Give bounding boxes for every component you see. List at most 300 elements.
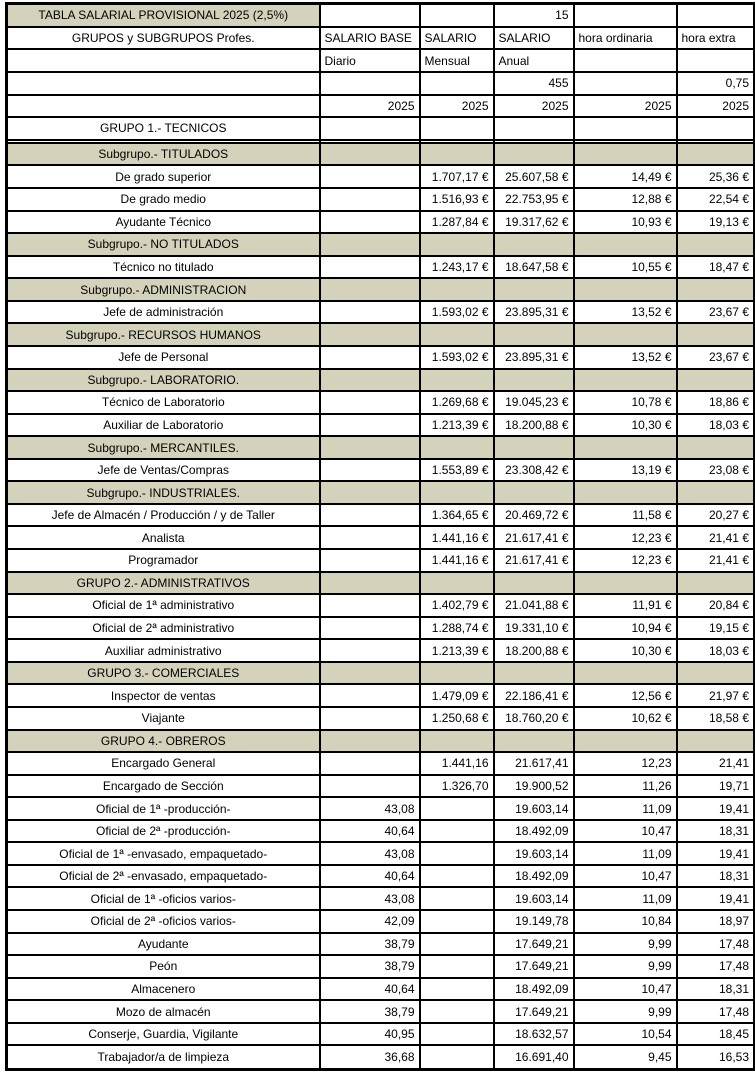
cell-ordinaria: 11,58 € <box>574 504 677 527</box>
cell-empty <box>574 233 677 256</box>
cell-diario: 43,08 <box>320 797 420 820</box>
cell-empty <box>320 662 420 685</box>
cell-empty <box>494 572 574 595</box>
cell-empty <box>677 117 755 140</box>
cell-empty <box>320 117 420 140</box>
cell-diario: 36,68 <box>320 1045 420 1069</box>
cell-mensual: 1.479,09 € <box>420 684 494 707</box>
cell-empty <box>574 72 677 95</box>
cell-empty <box>494 730 574 753</box>
cell-diario: 42,09 <box>320 910 420 933</box>
cell-label: Encargado General <box>7 752 320 775</box>
cell-diario: 40,64 <box>320 820 420 843</box>
cell-label: Auxiliar administrativo <box>7 639 320 662</box>
cell-anual: 19.900,52 <box>494 775 574 798</box>
cell-empty <box>420 436 494 459</box>
cell-empty <box>574 369 677 392</box>
cell-empty <box>494 143 574 166</box>
col-header-hora-ordinaria: hora ordinaria <box>574 27 677 50</box>
table-row <box>7 1045 755 1069</box>
cell-ordinaria: 13,52 € <box>574 346 677 369</box>
table-row <box>7 549 755 572</box>
subgroup-row <box>7 143 755 166</box>
cell-mensual: 1.441,16 € <box>420 526 494 549</box>
cell-extra: 17,48 <box>677 933 755 956</box>
cell-label: Mozo de almacén <box>7 1000 320 1023</box>
cell-anual: 21.617,41 € <box>494 526 574 549</box>
cell-extra: 21,41 € <box>677 549 755 572</box>
table-row <box>7 842 755 865</box>
cell-empty <box>574 278 677 301</box>
cell-empty <box>494 369 574 392</box>
cell-ordinaria: 9,45 <box>574 1045 677 1069</box>
cell-anual: 17.649,21 <box>494 1000 574 1023</box>
cell-ordinaria: 11,91 € <box>574 594 677 617</box>
cell-ordinaria: 12,23 € <box>574 549 677 572</box>
sub-header-diario: Diario <box>320 49 420 72</box>
cell-empty <box>420 278 494 301</box>
table-row <box>7 752 755 775</box>
cell-label: Almacenero <box>7 978 320 1001</box>
cell-empty <box>420 797 494 820</box>
table-row <box>7 165 755 188</box>
cell-mensual: 1.707,17 € <box>420 165 494 188</box>
cell-anual: 18.492,09 <box>494 865 574 888</box>
cell-empty <box>320 4 420 27</box>
cell-mensual: 1.402,79 € <box>420 594 494 617</box>
cell-anual: 17.649,21 <box>494 933 574 956</box>
cell-empty <box>320 143 420 166</box>
table-row <box>7 301 755 324</box>
cell-anual: 18.200,88 € <box>494 414 574 437</box>
cell-empty <box>494 278 574 301</box>
cell-empty <box>320 323 420 346</box>
section-label: GRUPO 3.- COMERCIALES <box>7 662 320 685</box>
cell-ordinaria: 10,54 <box>574 1023 677 1046</box>
cell-anual: 23.895,31 € <box>494 301 574 324</box>
cell-ordinaria: 10,78 € <box>574 391 677 414</box>
cell-empty <box>494 662 574 685</box>
cell-label: Oficial de 2ª -oficios varios- <box>7 910 320 933</box>
cell-empty <box>320 549 420 572</box>
cell-empty <box>574 323 677 346</box>
table-row <box>7 639 755 662</box>
cell-extra: 21,41 <box>677 752 755 775</box>
cell-extra: 18,03 € <box>677 414 755 437</box>
cell-label: Analista <box>7 526 320 549</box>
cell-ordinaria: 13,19 € <box>574 459 677 482</box>
column-header-row <box>7 27 755 50</box>
table-row <box>7 865 755 888</box>
cell-empty <box>494 233 574 256</box>
cell-mensual: 1.213,39 € <box>420 639 494 662</box>
cell-mensual: 1.553,89 € <box>420 459 494 482</box>
cell-empty <box>420 933 494 956</box>
cell-ordinaria: 12,88 € <box>574 188 677 211</box>
table-row <box>7 594 755 617</box>
cell-anual: 16.691,40 <box>494 1045 574 1069</box>
table-row <box>7 910 755 933</box>
cell-empty <box>7 49 320 72</box>
cell-empty <box>320 707 420 730</box>
cell-label: Auxiliar de Laboratorio <box>7 414 320 437</box>
cell-empty <box>420 481 494 504</box>
table-row <box>7 707 755 730</box>
cell-anual: 18.647,58 € <box>494 256 574 279</box>
cell-extra: 18,45 <box>677 1023 755 1046</box>
group-row <box>7 117 755 140</box>
cell-empty <box>320 526 420 549</box>
cell-label: Jefe de administración <box>7 301 320 324</box>
cell-ordinaria: 9,99 <box>574 1000 677 1023</box>
cell-label: De grado superior <box>7 165 320 188</box>
cell-anual: 20.469,72 € <box>494 504 574 527</box>
cell-mensual: 1.364,65 € <box>420 504 494 527</box>
cell-mensual: 1.288,74 € <box>420 617 494 640</box>
cell-empty <box>420 820 494 843</box>
col-header-grupos: GRUPOS y SUBGRUPOS Profes. <box>7 27 320 50</box>
cell-mensual: 1.593,02 € <box>420 346 494 369</box>
cell-extra: 17,48 <box>677 1000 755 1023</box>
cell-extra: 18,31 <box>677 820 755 843</box>
cell-extra: 16,53 <box>677 1045 755 1069</box>
cell-label: Trabajador/a de limpieza <box>7 1045 320 1069</box>
table-row <box>7 684 755 707</box>
cell-empty <box>320 730 420 753</box>
cell-extra: 23,67 € <box>677 346 755 369</box>
cell-empty <box>677 436 755 459</box>
cell-empty <box>677 4 755 27</box>
cell-label: Técnico de Laboratorio <box>7 391 320 414</box>
cell-empty <box>574 49 677 72</box>
cell-label: Oficial de 1ª -envasado, empaquetado- <box>7 842 320 865</box>
cell-extra: 18,58 € <box>677 707 755 730</box>
table-row <box>7 459 755 482</box>
cell-empty <box>677 481 755 504</box>
cell-extra: 18,86 € <box>677 391 755 414</box>
table-row <box>7 797 755 820</box>
cell-extra: 21,97 € <box>677 684 755 707</box>
subgroup-row <box>7 436 755 459</box>
cell-ordinaria: 11,09 <box>574 842 677 865</box>
section-label: Subgrupo.- LABORATORIO. <box>7 369 320 392</box>
cell-empty <box>420 662 494 685</box>
col-header-hora-extra: hora extra <box>677 27 755 50</box>
subgroup-row <box>7 233 755 256</box>
cell-anual: 19.149,78 <box>494 910 574 933</box>
cell-ordinaria: 10,47 <box>574 865 677 888</box>
cell-ordinaria: 11,09 <box>574 887 677 910</box>
cell-anual: 19.045,23 € <box>494 391 574 414</box>
subgroup-row <box>7 481 755 504</box>
cell-label: De grado medio <box>7 188 320 211</box>
cell-ordinaria: 14,49 € <box>574 165 677 188</box>
year-extra: 2025 <box>677 95 755 118</box>
cell-empty <box>677 143 755 166</box>
cell-label: Peón <box>7 955 320 978</box>
table-row <box>7 617 755 640</box>
cell-anual: 19.603,14 <box>494 887 574 910</box>
year-mensual: 2025 <box>420 95 494 118</box>
cell-extra: 19,41 <box>677 842 755 865</box>
cell-anual: 21.617,41 € <box>494 549 574 572</box>
cell-label: Encargado de Sección <box>7 775 320 798</box>
table-row <box>7 346 755 369</box>
cell-extra: 17,48 <box>677 955 755 978</box>
cell-empty <box>420 117 494 140</box>
year-diario: 2025 <box>320 95 420 118</box>
cell-diario: 43,08 <box>320 887 420 910</box>
table-row <box>7 978 755 1001</box>
cell-empty <box>320 165 420 188</box>
cell-empty <box>420 143 494 166</box>
cell-extra: 18,47 € <box>677 256 755 279</box>
cell-label: Oficial de 1ª administrativo <box>7 594 320 617</box>
cell-empty <box>320 72 420 95</box>
cell-empty <box>320 459 420 482</box>
cell-ordinaria: 10,47 <box>574 978 677 1001</box>
cell-diario: 38,79 <box>320 955 420 978</box>
subgroup-row <box>7 323 755 346</box>
cell-anual: 22.753,95 € <box>494 188 574 211</box>
cell-diario: 38,79 <box>320 1000 420 1023</box>
cell-empty <box>320 301 420 324</box>
cell-label: Oficial de 1ª -oficios varios- <box>7 887 320 910</box>
table-row <box>7 820 755 843</box>
cell-empty <box>420 369 494 392</box>
cell-anual: 18.200,88 € <box>494 639 574 662</box>
cell-empty <box>420 572 494 595</box>
col-header-salario-base: SALARIO BASE <box>320 27 420 50</box>
cell-empty <box>320 233 420 256</box>
cell-label: Oficial de 2ª -producción- <box>7 820 320 843</box>
cell-empty <box>320 256 420 279</box>
cell-empty <box>574 117 677 140</box>
cell-extra: 19,41 <box>677 797 755 820</box>
cell-extra: 19,15 € <box>677 617 755 640</box>
cell-extra: 25,36 € <box>677 165 755 188</box>
cell-diario: 38,79 <box>320 933 420 956</box>
cell-empty <box>7 72 320 95</box>
cell-label: Programador <box>7 549 320 572</box>
cell-mensual: 1.287,84 € <box>420 211 494 234</box>
cell-mensual: 1.441,16 € <box>420 549 494 572</box>
group-row <box>7 572 755 595</box>
cell-anual: 25.607,58 € <box>494 165 574 188</box>
table-row <box>7 211 755 234</box>
cell-extra: 19,71 <box>677 775 755 798</box>
cell-extra: 18,03 € <box>677 639 755 662</box>
cell-empty <box>420 1000 494 1023</box>
table-row <box>7 256 755 279</box>
salary-table <box>5 2 755 1071</box>
cell-empty <box>677 233 755 256</box>
cell-anual: 21.617,41 <box>494 752 574 775</box>
paga-count-value: 15 <box>494 4 574 27</box>
cell-ordinaria: 10,55 € <box>574 256 677 279</box>
cell-extra: 19,41 <box>677 887 755 910</box>
cell-label: Viajante <box>7 707 320 730</box>
cell-mensual: 1.269,68 € <box>420 391 494 414</box>
year-ordinaria: 2025 <box>574 95 677 118</box>
cell-extra: 18,31 <box>677 865 755 888</box>
cell-extra: 20,27 € <box>677 504 755 527</box>
cell-mensual: 1.516,93 € <box>420 188 494 211</box>
cell-anual: 19.317,62 € <box>494 211 574 234</box>
table-title: TABLA SALARIAL PROVISIONAL 2025 (2,5%) <box>7 4 320 27</box>
cell-ordinaria: 10,62 € <box>574 707 677 730</box>
cell-empty <box>320 617 420 640</box>
table-row <box>7 1023 755 1046</box>
cell-empty <box>320 752 420 775</box>
extra-factor-value: 0,75 <box>677 72 755 95</box>
section-label: GRUPO 4.- OBREROS <box>7 730 320 753</box>
cell-mensual: 1.441,16 <box>420 752 494 775</box>
table-row <box>7 955 755 978</box>
cell-empty <box>420 865 494 888</box>
cell-empty <box>420 955 494 978</box>
cell-empty <box>420 1045 494 1069</box>
section-label: Subgrupo.- TITULADOS <box>7 143 320 166</box>
cell-ordinaria: 9,99 <box>574 955 677 978</box>
cell-anual: 18.492,09 <box>494 820 574 843</box>
cell-mensual: 1.326,70 <box>420 775 494 798</box>
cell-mensual: 1.243,17 € <box>420 256 494 279</box>
table-row <box>7 526 755 549</box>
cell-ordinaria: 11,26 <box>574 775 677 798</box>
section-label: Subgrupo.- RECURSOS HUMANOS <box>7 323 320 346</box>
cell-label: Ayudante Técnico <box>7 211 320 234</box>
cell-anual: 18.632,57 <box>494 1023 574 1046</box>
cell-extra: 23,67 € <box>677 301 755 324</box>
cell-empty <box>574 481 677 504</box>
section-label: Subgrupo.- NO TITULADOS <box>7 233 320 256</box>
cell-empty <box>494 323 574 346</box>
section-label: GRUPO 1.- TECNICOS <box>7 117 320 140</box>
group-row <box>7 730 755 753</box>
cell-ordinaria: 10,47 <box>574 820 677 843</box>
cell-empty <box>677 369 755 392</box>
cell-ordinaria: 9,99 <box>574 933 677 956</box>
cell-empty <box>320 504 420 527</box>
table-row <box>7 391 755 414</box>
cell-empty <box>677 662 755 685</box>
cell-empty <box>320 278 420 301</box>
cell-empty <box>320 572 420 595</box>
cell-empty <box>677 278 755 301</box>
cell-empty <box>320 684 420 707</box>
cell-label: Jefe de Ventas/Compras <box>7 459 320 482</box>
section-label: Subgrupo.- INDUSTRIALES. <box>7 481 320 504</box>
cell-anual: 19.603,14 <box>494 797 574 820</box>
cell-empty <box>320 414 420 437</box>
cell-empty <box>320 188 420 211</box>
cell-anual: 18.492,09 <box>494 978 574 1001</box>
table-row <box>7 887 755 910</box>
cell-mensual: 1.250,68 € <box>420 707 494 730</box>
cell-extra: 22,54 € <box>677 188 755 211</box>
table-row <box>7 1000 755 1023</box>
cell-ordinaria: 10,84 <box>574 910 677 933</box>
cell-empty <box>7 95 320 118</box>
cell-label: Oficial de 2ª -envasado, empaquetado- <box>7 865 320 888</box>
cell-empty <box>494 436 574 459</box>
cell-empty <box>574 143 677 166</box>
cell-empty <box>420 730 494 753</box>
cell-extra: 18,31 <box>677 978 755 1001</box>
table-row <box>7 775 755 798</box>
cell-empty <box>677 572 755 595</box>
group-row <box>7 662 755 685</box>
cell-label: Oficial de 2ª administrativo <box>7 617 320 640</box>
table-row <box>7 504 755 527</box>
cell-diario: 40,95 <box>320 1023 420 1046</box>
cell-empty <box>320 211 420 234</box>
cell-empty <box>677 49 755 72</box>
cell-anual: 19.603,14 <box>494 842 574 865</box>
cell-mensual: 1.593,02 € <box>420 301 494 324</box>
cell-anual: 22.186,41 € <box>494 684 574 707</box>
cell-anual: 17.649,21 <box>494 955 574 978</box>
cell-ordinaria: 10,94 € <box>574 617 677 640</box>
sub-header-anual: Anual <box>494 49 574 72</box>
subgroup-row <box>7 278 755 301</box>
cell-diario: 43,08 <box>320 842 420 865</box>
cell-empty <box>320 436 420 459</box>
cell-extra: 19,13 € <box>677 211 755 234</box>
cell-extra: 20,84 € <box>677 594 755 617</box>
cell-label: Jefe de Personal <box>7 346 320 369</box>
cell-label: Conserje, Guardia, Vigilante <box>7 1023 320 1046</box>
year-anual: 2025 <box>494 95 574 118</box>
cell-anual: 23.895,31 € <box>494 346 574 369</box>
col-header-salario-mensual: SALARIO <box>420 27 494 50</box>
cell-anual: 18.760,20 € <box>494 707 574 730</box>
cell-empty <box>320 639 420 662</box>
cell-label: Ayudante <box>7 933 320 956</box>
section-label: Subgrupo.- ADMINISTRACION <box>7 278 320 301</box>
cell-empty <box>574 436 677 459</box>
table-row <box>7 188 755 211</box>
cell-empty <box>320 391 420 414</box>
cell-extra: 21,41 € <box>677 526 755 549</box>
cell-empty <box>420 72 494 95</box>
cell-empty <box>420 887 494 910</box>
section-label: GRUPO 2.- ADMINISTRATIVOS <box>7 572 320 595</box>
cell-empty <box>677 730 755 753</box>
cell-empty <box>320 775 420 798</box>
params-row <box>7 72 755 95</box>
cell-empty <box>320 369 420 392</box>
year-row <box>7 95 755 118</box>
cell-ordinaria: 12,23 € <box>574 526 677 549</box>
anual-divisor-value: 455 <box>494 72 574 95</box>
cell-ordinaria: 11,09 <box>574 797 677 820</box>
cell-label: Oficial de 1ª -producción- <box>7 797 320 820</box>
subgroup-row <box>7 369 755 392</box>
cell-anual: 23.308,42 € <box>494 459 574 482</box>
cell-ordinaria: 12,56 € <box>574 684 677 707</box>
cell-empty <box>320 481 420 504</box>
sub-header-mensual: Mensual <box>420 49 494 72</box>
cell-empty <box>420 1023 494 1046</box>
cell-diario: 40,64 <box>320 978 420 1001</box>
cell-mensual: 1.213,39 € <box>420 414 494 437</box>
cell-empty <box>494 481 574 504</box>
cell-empty <box>494 117 574 140</box>
cell-ordinaria: 10,30 € <box>574 639 677 662</box>
cell-empty <box>320 594 420 617</box>
